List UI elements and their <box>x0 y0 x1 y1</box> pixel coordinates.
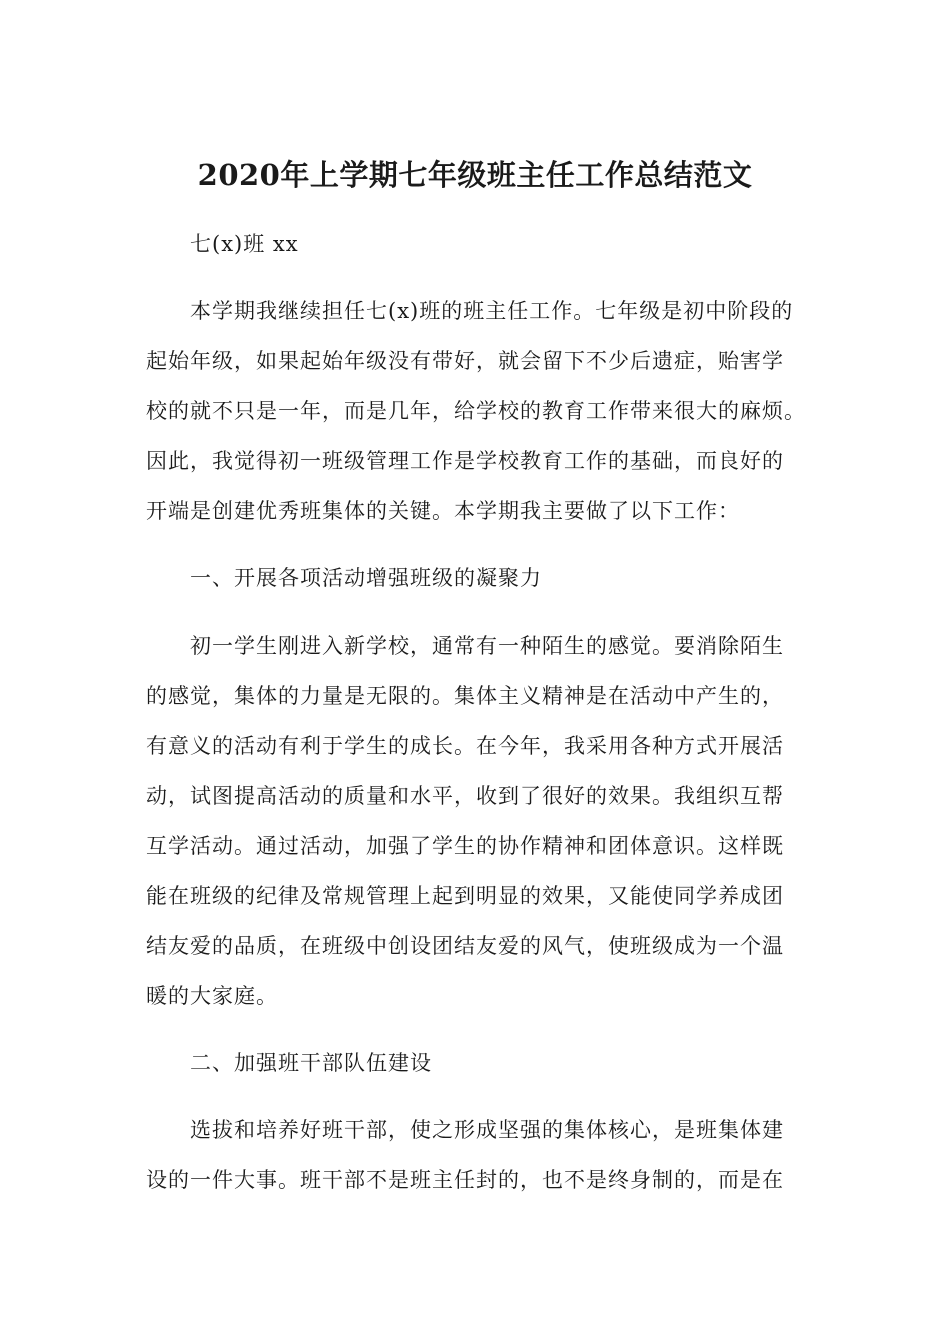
byline: 七(x)班 xx <box>190 232 299 256</box>
paragraph-line: 的感觉，集体的力量是无限的。集体主义精神是在活动中产生的， <box>146 684 784 708</box>
paragraph-line: 互学活动。通过活动，加强了学生的协作精神和团体意识。这样既 <box>146 834 784 858</box>
paragraph-line: 能在班级的纪律及常规管理上起到明显的效果，又能使同学养成团 <box>146 884 784 908</box>
paragraph-line: 起始年级，如果起始年级没有带好，就会留下不少后遗症，贻害学 <box>146 349 784 373</box>
section-heading-2: 二、加强班干部队伍建设 <box>190 1051 432 1075</box>
paragraph-line: 设的一件大事。班干部不是班主任封的，也不是终身制的，而是在 <box>146 1168 784 1192</box>
paragraph-line: 暖的大家庭。 <box>146 984 278 1008</box>
paragraph-line: 初一学生刚进入新学校，通常有一种陌生的感觉。要消除陌生 <box>190 634 784 658</box>
paragraph-line: 因此，我觉得初一班级管理工作是学校教育工作的基础，而良好的 <box>146 449 784 473</box>
paragraph-line: 校的就不只是一年，而是几年，给学校的教育工作带来很大的麻烦。 <box>146 399 806 423</box>
paragraph-line: 本学期我继续担任七(x)班的班主任工作。七年级是初中阶段的 <box>190 299 794 323</box>
paragraph-line: 动，试图提高活动的质量和水平，收到了很好的效果。我组织互帮 <box>146 784 784 808</box>
paragraph-line: 选拔和培养好班干部，使之形成坚强的集体核心，是班集体建 <box>190 1118 784 1142</box>
document-title: 2020年上学期七年级班主任工作总结范文 <box>197 158 753 192</box>
paragraph-line: 开端是创建优秀班集体的关键。本学期我主要做了以下工作： <box>146 499 740 523</box>
paragraph-line: 结友爱的品质，在班级中创设团结友爱的风气，使班级成为一个温 <box>146 934 784 958</box>
section-heading-1: 一、开展各项活动增强班级的凝聚力 <box>190 566 542 590</box>
paragraph-line: 有意义的活动有利于学生的成长。在今年，我采用各种方式开展活 <box>146 734 784 758</box>
